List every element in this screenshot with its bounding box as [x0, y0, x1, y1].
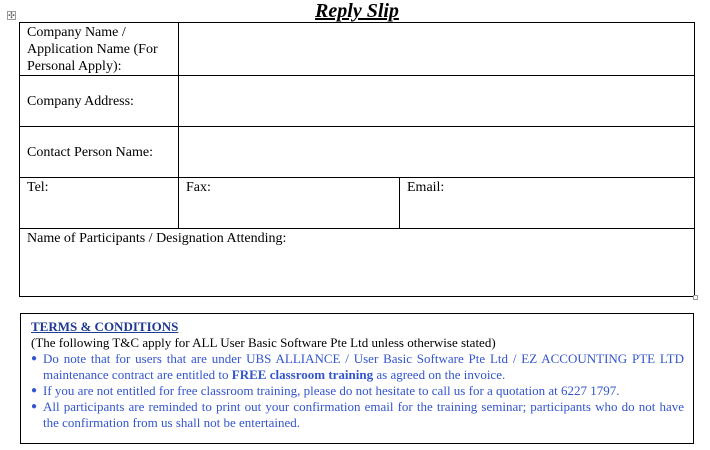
bullet-icon: ●	[31, 353, 38, 364]
terms-item-text: If you are not entitled for free classroom training, please do not hesitate to call us for a quotation at 6227 1797.	[43, 383, 620, 398]
participants-label: Name of Participants / Designation Attending:	[27, 231, 287, 246]
terms-list-item	[31, 351, 684, 383]
table-resize-handle-icon[interactable]	[693, 295, 698, 300]
tel-field[interactable]	[20, 178, 179, 229]
company-address-field[interactable]	[179, 76, 695, 127]
terms-list-item	[31, 383, 684, 399]
company-name-field[interactable]	[179, 23, 695, 76]
email-field[interactable]	[400, 178, 695, 229]
participants-field[interactable]	[20, 229, 695, 297]
bullet-icon: ●	[31, 401, 38, 412]
terms-item-text: All participants are reminded to print out your confirmation email for the training seminar; participants who do not have the confirmation from us shall not be entertained.	[43, 399, 684, 430]
company-name-row	[20, 23, 695, 76]
fax-label: Fax:	[186, 180, 211, 195]
terms-item-text: Do note that for users that are under UBS ALLIANCE / User Basic Software Pte Ltd / EZ ACCOUNTING PTE LTD maintenance contract are entitled to	[43, 351, 684, 382]
company-address-label: Company Address:	[20, 76, 179, 127]
terms-list	[31, 351, 684, 431]
terms-item-highlight: FREE classroom training	[231, 367, 374, 382]
terms-intro: (The following T&C apply for ALL User Basic Software Pte Ltd unless otherwise stated)	[31, 335, 496, 350]
terms-item-text: as agreed on the invoice.	[373, 367, 506, 382]
contact-person-field[interactable]	[179, 127, 695, 178]
company-name-label: Company Name / Application Name (For Personal Apply):	[20, 23, 179, 76]
page-title: Reply Slip	[315, 0, 399, 22]
terms-box	[20, 313, 694, 444]
terms-list-item	[31, 399, 684, 431]
table-move-handle-icon[interactable]: ✣	[8, 11, 15, 20]
company-address-row	[20, 76, 695, 127]
contact-person-label: Contact Person Name:	[20, 127, 179, 178]
contact-details-row	[20, 178, 695, 229]
terms-heading: TERMS & CONDITIONS	[31, 319, 179, 334]
tel-label: Tel:	[27, 180, 49, 195]
fax-field[interactable]	[179, 178, 400, 229]
email-label: Email:	[407, 180, 445, 195]
participants-row	[20, 229, 695, 297]
contact-person-row	[20, 127, 695, 178]
bullet-icon: ●	[31, 385, 38, 396]
reply-form-table	[19, 22, 695, 297]
